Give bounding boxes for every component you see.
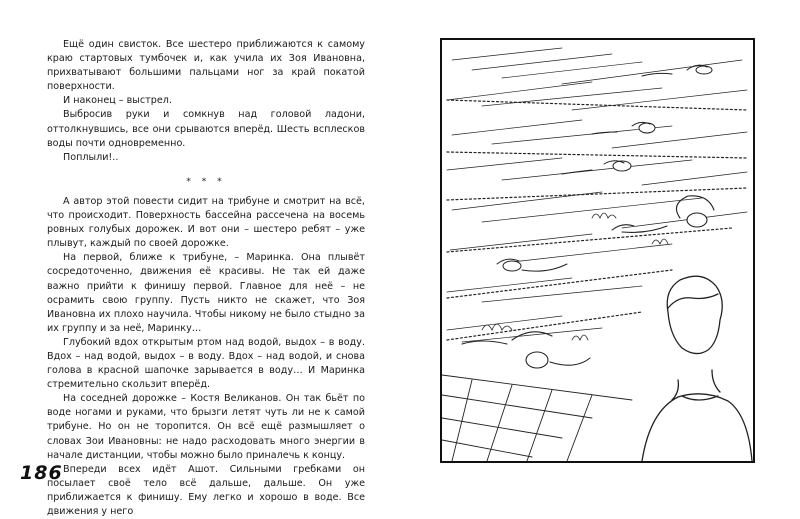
swimmer — [592, 122, 655, 134]
pool-edge-tiles — [442, 375, 632, 461]
paragraph: Ещё один свисток. Все шестеро приближаются к самому краю стартовых тумбочек и, как учила их Зоя Ивановна, прихватывают большими пальцами ног за край покатой поверхности. — [47, 39, 365, 93]
paragraph: На первой, ближе к трибуне, – Маринка. Она плывёт сосредоточенно, движения её красивы. Не так ей даже важно прийти к финишу первой. Главное для неё – не осрамить свою группу. Пусть никто не скажет, что Зоя Ивановна их плохо научила. Чтобы никому не было стыдно за их группу и за неё, Маринку… — [47, 252, 365, 334]
paragraph: А автор этой повести сидит на трибуне и смотрит на всё, что происходит. Поверхность бассейна рассечена на восемь ровных голубых дорожек. И вот они – шестеро ребят – уже плывут, каждый по своей дорожке. — [47, 195, 365, 250]
swimmer — [462, 332, 590, 368]
paragraph: И наконец – выстрел. — [63, 95, 172, 107]
swimmer — [562, 161, 631, 174]
section-separator: * * * — [186, 176, 226, 187]
page-number: 186 — [20, 462, 63, 484]
paragraph: Впереди всех идёт Ашот. Сильными гребками он посылает своё тело всё дальше, дальше. Он уже приближается к финишу. Ему легко и хорошо в воде. Все движения у него — [47, 463, 365, 517]
paragraph: Выбросив руки и сомкнув над головой ладони, оттолкнувшись, все они срываются вперёд. Шесть всплесков воды почти одновременно. — [47, 109, 365, 149]
paragraph: Поплыли!.. — [63, 151, 119, 163]
pool-drawing — [442, 40, 753, 461]
boy-spectator — [642, 276, 752, 461]
swimmer — [497, 259, 567, 271]
body-text — [47, 38, 365, 519]
swimmer — [642, 65, 712, 76]
swimming-pool-illustration — [440, 38, 755, 463]
swimmer — [612, 196, 714, 233]
paragraph: Глубокий вдох открытым ртом над водой, выдох – в воду. Вдох – над водой, выдох – в воду. Вдох – над водой, и снова голова в красной шапочке зарывается в воду… И Маринка стремительно скользит вперёд. — [47, 336, 365, 391]
paragraph: На соседней дорожке – Костя Великанов. Он так бьёт по воде ногами и руками, что брызги летят чуть ли не к самой трибуне. Но он не торопится. Он всё ещё размышляет о словах Зои Ивановны: не надо расходовать много энергии в начале дистанции, чтобы можно было приналечь к концу. — [47, 393, 365, 461]
